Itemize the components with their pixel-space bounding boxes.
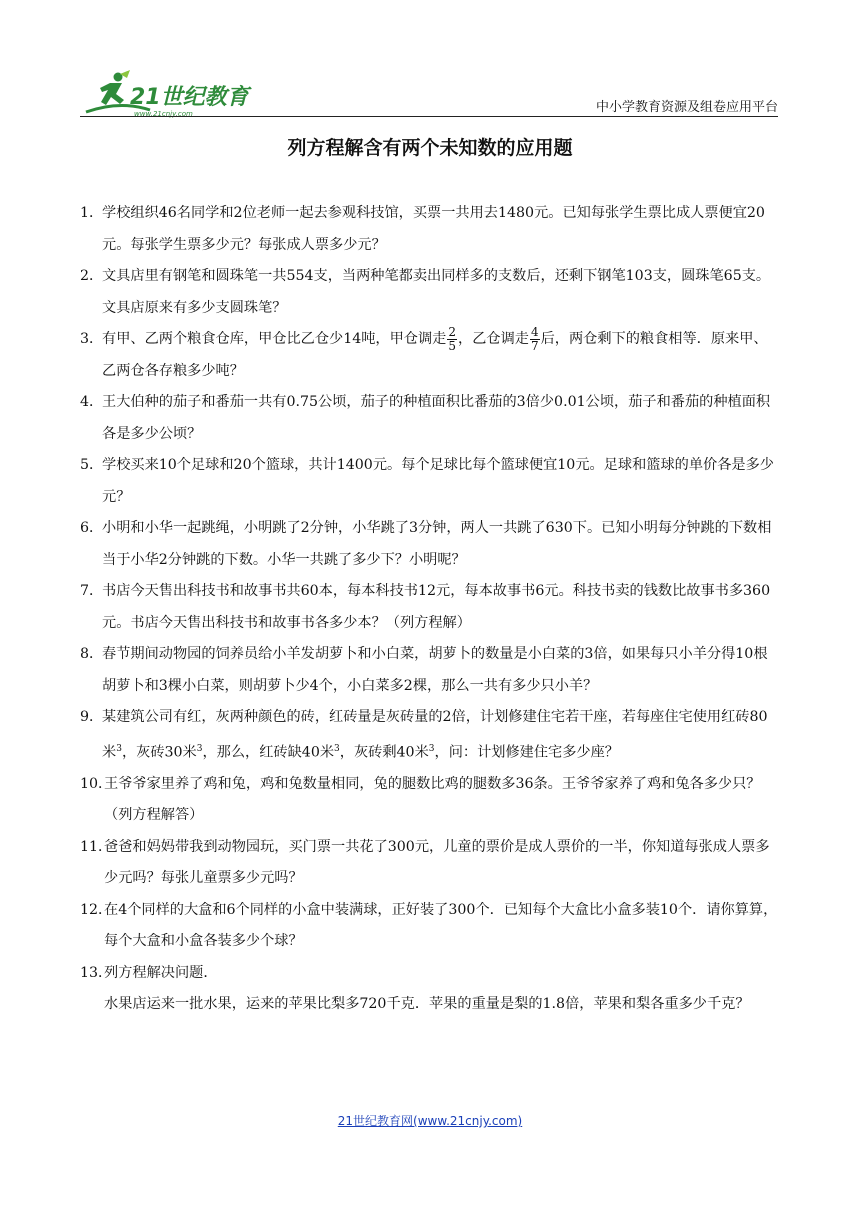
- question-text: 学校组织46名同学和2位老师一起去参观科技馆，买票一共用去1480元。已知每张学生票比成人票便宜20元。每张学生票多少元？每张成人票多少元？: [102, 205, 765, 253]
- question-number: 11．: [80, 838, 113, 855]
- question-4: [80, 387, 780, 450]
- question-text: 小明和小华一起跳绳，小明跳了2分钟，小华跳了3分钟，两人一共跳了630下。已知小明每分钟跳的下数相当于小华2分钟跳的下数。小华一共跳了多少下？小明呢？: [102, 520, 772, 568]
- question-number: 7．: [80, 583, 104, 599]
- question-text: 春节期间动物园的饲养员给小羊发胡萝卜和小白菜，胡萝卜的数量是小白菜的3倍，如果每只小羊分得10根胡萝卜和3棵小白菜，则胡萝卜少4个，小白菜多2棵，那么一共有多少只小羊？: [102, 646, 768, 694]
- question-3: [80, 324, 780, 387]
- svg-text:21世纪教育: 21世纪教育: [130, 85, 249, 110]
- question-text: 学校买来10个足球和20个篮球，共计1400元。每个足球比每个篮球便宜10元。足球和篮球的单价各是多少元？: [102, 457, 774, 505]
- question-text: 列方程解决问题．: [104, 964, 218, 981]
- superscript-3: 3: [334, 743, 340, 754]
- question-6: [80, 513, 780, 576]
- fraction-four-sevenths: $\frac{4}{7}$: [530, 324, 539, 353]
- question-10: [80, 769, 780, 832]
- question-text: 王爷爷家里养了鸡和兔，鸡和兔数量相同，兔的腿数比鸡的腿数多36条。王爷爷家养了鸡和兔各多少只？（列方程解答）: [104, 775, 761, 824]
- superscript-3: 3: [116, 743, 122, 754]
- question-2: [80, 261, 780, 324]
- question-number: 4．: [80, 394, 104, 410]
- question-number: 8．: [80, 646, 104, 662]
- question-12: [80, 895, 780, 958]
- question-text: 在4个同样的大盒和6个同样的小盒中装满球，正好装了300个．已知每个大盒比小盒多装10个．请你算算，每个大盒和小盒各装多少个球？: [104, 901, 778, 950]
- question-11: [80, 832, 780, 895]
- question-text-part: ，灰砖剩40米: [339, 744, 429, 761]
- superscript-3: 3: [428, 743, 435, 754]
- question-text: 书店今天售出科技书和故事书共60本，每本科技书12元，每本故事书6元。科技书卖的钱数比故事书多360元。书店今天售出科技书和故事书各多少本？（列方程解）: [102, 583, 771, 631]
- fraction-two-fifths: $\frac{2}{5}$: [448, 324, 457, 353]
- question-number: 1．: [80, 205, 104, 221]
- question-text-part: ，那么，红砖缺40米: [202, 744, 335, 761]
- question-9: [80, 702, 780, 769]
- question-8: [80, 639, 780, 702]
- question-number: 2．: [80, 268, 104, 284]
- question-5: [80, 450, 780, 513]
- question-text-part: ，灰砖30米: [121, 744, 197, 761]
- question-text-part: ，问：计划修建住宅多少座？: [434, 744, 619, 761]
- question-text-part: 后，两仓剩下的粮食相等．原来甲、乙两仓各存粮多少吨？: [102, 331, 768, 379]
- question-number: 9．: [80, 709, 104, 725]
- page-footer: [0, 1112, 860, 1129]
- svg-text:www.21cnjy.com: www.21cnjy.com: [134, 110, 193, 118]
- question-1: [80, 198, 780, 261]
- superscript-3: 3: [196, 743, 203, 754]
- question-number: 12．: [80, 901, 113, 918]
- question-13: [80, 958, 780, 990]
- question-text-part: ，乙仓调走: [458, 331, 529, 347]
- question-list: [80, 198, 780, 1021]
- question-number: 10．: [80, 775, 113, 792]
- question-text-part: 某建筑公司有红，灰两种颜色的砖，红砖量是灰砖量的2倍，计划修建住宅若干座，若每座住宅使用红砖80米: [102, 709, 768, 761]
- question-13-body: 水果店运来一批水果，运来的苹果比梨多720千克．苹果的重量是梨的1.8倍，苹果和梨各重多少千克？: [104, 996, 750, 1013]
- question-number: 6．: [80, 520, 104, 536]
- footer-link[interactable]: 21世纪教育网(www.21cnjy.com): [337, 1114, 523, 1128]
- question-number: 5．: [80, 457, 104, 473]
- question-text-part: 有甲、乙两个粮食仓库，甲仓比乙仓少14吨，甲仓调走: [102, 331, 447, 347]
- page-title: 列方程解含有两个未知数的应用题: [287, 137, 573, 159]
- question-text: 王大伯种的茄子和番茄一共有0.75公顷，茄子的种植面积比番茄的3倍少0.01公顷，茄子和番茄的种植面积各是多少公顷？: [102, 394, 771, 442]
- question-7: [80, 576, 780, 639]
- question-text: 文具店里有钢笔和圆珠笔一共554支，当两种笔都卖出同样多的支数后，还剩下钢笔103支，圆珠笔65支。文具店原来有多少支圆珠笔？: [102, 268, 771, 316]
- platform-name: 中小学教育资源及组卷应用平台: [595, 100, 778, 115]
- page-header: [80, 62, 778, 117]
- question-number: 3．: [80, 331, 104, 347]
- header-divider: [80, 116, 778, 117]
- question-text: 爸爸和妈妈带我到动物园玩，买门票一共花了300元，儿童的票价是成人票价的一半，你知道每张成人票多少元吗？每张儿童票多少元吗？: [104, 838, 770, 887]
- 21cnjy-logo: [80, 70, 255, 120]
- question-number: 13．: [80, 964, 113, 981]
